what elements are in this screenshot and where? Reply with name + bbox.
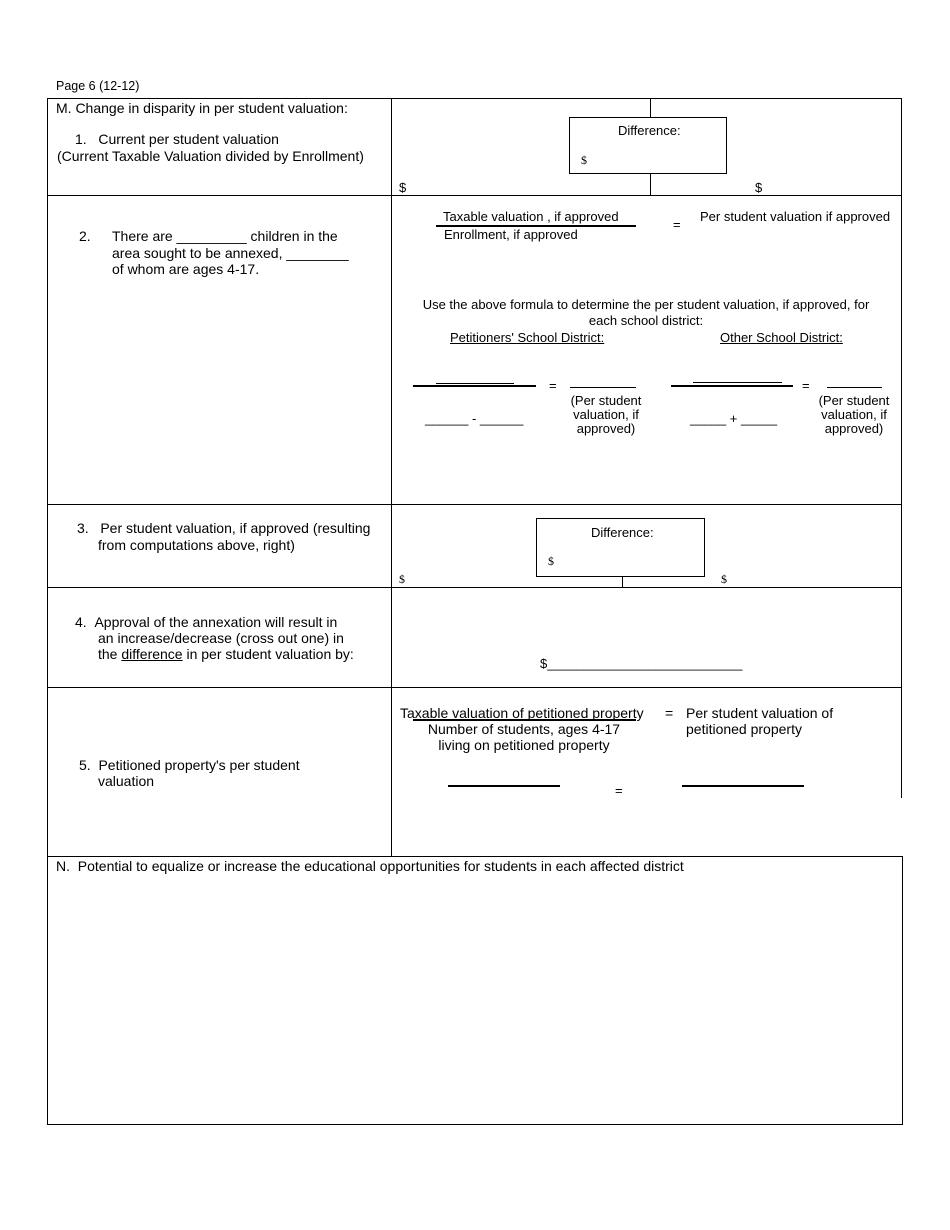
item2-line1: There are _________ children in the — [112, 228, 338, 244]
item5-result-line1: Per student valuation of — [686, 705, 834, 721]
oth-result-line3: approved) — [824, 421, 884, 436]
item2-line2: area sought to be annexed, ________ — [112, 245, 349, 261]
item5-equals: = — [665, 705, 674, 721]
row-divider-2 — [47, 504, 901, 505]
item5-line2: valuation — [98, 773, 155, 789]
item1-difference-label: Difference: — [618, 123, 681, 138]
row-divider-3 — [47, 587, 901, 588]
other-district-label: Other School District: — [720, 330, 843, 345]
pet-equals: = — [549, 378, 557, 393]
item3-difference-box — [536, 518, 705, 577]
table-right-border-lower — [902, 856, 903, 1125]
item1-right-dollar: $ — [755, 180, 763, 195]
item5-line1: 5. Petitioned property's per student — [79, 757, 300, 773]
item4-line3-post: in per student valuation by: — [182, 646, 354, 662]
formula-equals: = — [673, 217, 681, 232]
formula-denominator: Enrollment, if approved — [444, 227, 578, 242]
item5-denominator-line2: living on petitioned property — [438, 737, 610, 753]
row-divider-5 — [47, 856, 902, 857]
oth-denominator: _____ + _____ — [690, 411, 778, 426]
pet-denominator: ______ - ______ — [425, 411, 524, 426]
row-divider-1 — [47, 195, 901, 196]
item3-difference-dollar: $ — [548, 554, 554, 568]
item2-line3: of whom are ages 4-17. — [112, 261, 260, 277]
item2-number: 2. — [79, 228, 91, 244]
item4-amount-field[interactable]: $___________________________ — [540, 656, 743, 671]
section-n-response-area[interactable] — [48, 878, 901, 1123]
table-right-border — [901, 98, 902, 798]
pet-result-line3: approved) — [576, 421, 636, 436]
item5-right-blank[interactable] — [682, 785, 804, 787]
oth-result-line1: (Per student — [818, 393, 890, 408]
item1-sublabel: (Current Taxable Valuation divided by Enrollment) — [57, 148, 364, 164]
table-bottom-border — [47, 1124, 903, 1125]
item3-left-dollar: $ — [399, 572, 405, 586]
section-n-title: N. Potential to equalize or increase the educational opportunities for students in each affected district — [56, 858, 684, 874]
formula-result: Per student valuation if approved — [700, 209, 891, 224]
item1-label: 1. Current per student valuation — [75, 131, 279, 147]
item4-difference-word: difference — [121, 646, 183, 662]
oth-result-line2: valuation, if — [821, 407, 887, 422]
item4-line1: 4. Approval of the annexation will result in — [75, 614, 338, 630]
item5-denominator-line1: Number of students, ages 4-17 — [427, 721, 621, 737]
petitioners-district-label: Petitioners' School District: — [450, 330, 605, 345]
section-m-title: M. Change in disparity in per student valuation: — [56, 100, 348, 116]
item5-left-blank[interactable] — [448, 785, 560, 787]
item4-line3-pre: the — [98, 646, 122, 662]
item1-center-tick-bottom — [650, 173, 651, 195]
formula-instructions: Use the above formula to determine the per student valuation, if approved, for each school district: — [422, 297, 870, 328]
row-divider-4 — [47, 687, 901, 688]
item3-center-tick — [622, 576, 623, 587]
item5-blank-equals: = — [615, 783, 623, 798]
item3-difference-label: Difference: — [591, 525, 654, 540]
formula-numerator: Taxable valuation , if approved — [443, 209, 619, 224]
pet-numerator-blank — [436, 383, 514, 384]
pet-result-line2: valuation, if — [573, 407, 639, 422]
oth-numerator-blank — [693, 382, 782, 383]
oth-fraction-bar — [671, 385, 793, 387]
item4-line2: an increase/decrease (cross out one) in — [98, 630, 344, 646]
item5-numerator: Taxable valuation of petitioned property — [400, 705, 644, 721]
item1-left-dollar: $ — [399, 180, 407, 195]
item5-result-line2: petitioned property — [686, 721, 802, 737]
page-header: Page 6 (12-12) — [56, 79, 140, 93]
pet-result-line1: (Per student — [570, 393, 642, 408]
item3-line2: from computations above, right) — [98, 537, 295, 553]
item1-difference-dollar: $ — [581, 153, 587, 167]
item1-center-tick-top — [650, 98, 651, 117]
item3-line1: 3. Per student valuation, if approved (resulting — [77, 520, 371, 536]
oth-equals: = — [802, 378, 810, 393]
item1-difference-box — [569, 117, 727, 174]
item4-line3 — [98, 646, 354, 662]
pet-result-blank — [570, 387, 636, 388]
item3-right-dollar: $ — [721, 572, 727, 586]
pet-fraction-bar — [413, 385, 536, 387]
table-top-border — [47, 98, 902, 99]
oth-result-blank — [827, 387, 882, 388]
column-divider — [391, 98, 392, 857]
